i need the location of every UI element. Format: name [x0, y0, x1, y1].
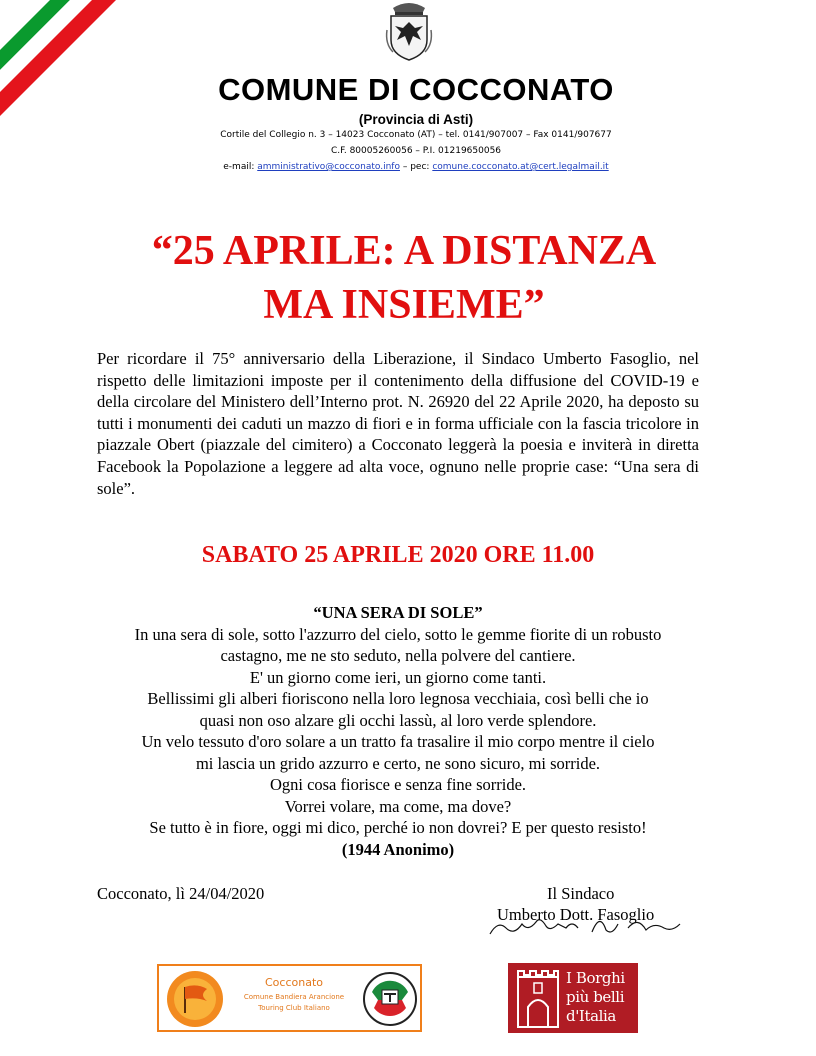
poem-line: Bellissimi gli alberi fioriscono nella loro legnosa vecchiaia, così belli che io	[147, 689, 649, 708]
borghi-line-3: d'Italia	[566, 1007, 616, 1025]
main-title-line-2: MA INSIEME”	[263, 282, 545, 328]
borghi-text	[566, 969, 625, 1026]
bandiera-text	[229, 976, 359, 1012]
fiscal-line: C.F. 80005260056 – P.I. 01219650056	[330, 146, 502, 156]
mayor-name: Umberto Dott. Fasoglio	[497, 905, 655, 924]
handwritten-signature	[488, 902, 698, 940]
poem-line: mi lascia un grido azzurro e certo, ne sono sicuro, mi sorride.	[195, 753, 601, 773]
touring-club-badge-icon	[362, 970, 418, 1028]
address-line: Cortile del Collegio n. 3 – 14023 Cocconato (AT) – tel. 0141/907007 – Fax 0141/907677	[220, 130, 612, 140]
municipal-crest-icon	[383, 0, 435, 62]
main-title-line-1: “25 APRILE: A DISTANZA	[151, 228, 657, 274]
email-line	[16, 159, 816, 175]
castle-tower-icon	[514, 967, 562, 1029]
bandiera-town: Cocconato	[265, 976, 323, 989]
poem-line: Vorrei volare, ma come, ma dove?	[284, 796, 512, 816]
poem-line: Un velo tessuto d'oro solare a un tratto fa trasalire il mio corpo mentre il cielo	[141, 732, 655, 751]
intro-paragraph: Per ricordare il 75° anniversario della Liberazione, il Sindaco Umberto Fasoglio, nel rispetto delle limitazioni imposte per il contenimento della diffusione del COVID-19 e della circolare del Ministero dell’Interno prot. N. 26920 del 22 Aprile 2020, ha deposto su tutti i monumenti dei caduti un mazzo di fiori e in forma ufficiale con la fascia tricolore in piazzale Obert (piazzale del cimitero) a Cocconato leggerà la poesia e inviterà in diretta Facebook la Popolazione a leggere ad alta voce, ognuno nelle proprie case: “Una sera di sole”.	[97, 349, 699, 498]
place-date: Cocconato, lì 24/04/2020	[97, 884, 265, 903]
borghi-line-1: I Borghi	[566, 969, 625, 987]
poem-line: Ogni cosa fiorisce e senza fine sorride.	[269, 775, 527, 794]
comune-title: COMUNE DI COCCONATO	[218, 72, 614, 107]
bandiera-club: Touring Club Italiano	[258, 1004, 330, 1012]
poem-line: castagno, me ne sto seduto, nella polvere del cantiere.	[220, 646, 576, 665]
letterhead	[0, 72, 816, 175]
pec-label: – pec:	[399, 162, 433, 172]
email-label: e-mail:	[223, 162, 258, 172]
poem-line: quasi non oso alzare gli occhi lassù, al loro verde splendore.	[199, 710, 597, 730]
poem-title: “UNA SERA DI SOLE”	[313, 603, 483, 622]
poem-line: In una sera di sole, sotto l'azzurro del cielo, sotto le gemme fiorite di un robusto	[134, 624, 662, 644]
main-title	[0, 224, 812, 332]
mayor-role: Il Sindaco	[547, 884, 615, 903]
poem	[60, 602, 736, 860]
poem-line: Se tutto è in fiore, oggi mi dico, perché io non dovrei? E per questo resisto!	[149, 818, 647, 837]
borghi-line-2: più belli	[566, 988, 625, 1006]
province-label: (Provincia di Asti)	[358, 112, 474, 127]
poem-line: E' un giorno come ieri, un giorno come tanti.	[249, 667, 547, 687]
orange-flag-badge-icon	[163, 969, 227, 1029]
email-link[interactable]: amministrativo@cocconato.info	[257, 162, 400, 172]
poem-author: (1944 Anonimo)	[341, 839, 455, 859]
pec-link[interactable]: comune.cocconato.at@cert.legalmail.it	[432, 162, 609, 172]
contact-block	[16, 127, 816, 175]
bandiera-program: Comune Bandiera Arancione	[243, 993, 345, 1001]
borghi-piu-belli-logo	[508, 963, 638, 1033]
event-date: SABATO 25 APRILE 2020 ORE 11.00	[201, 542, 595, 568]
bandiera-arancione-logo	[157, 964, 422, 1032]
